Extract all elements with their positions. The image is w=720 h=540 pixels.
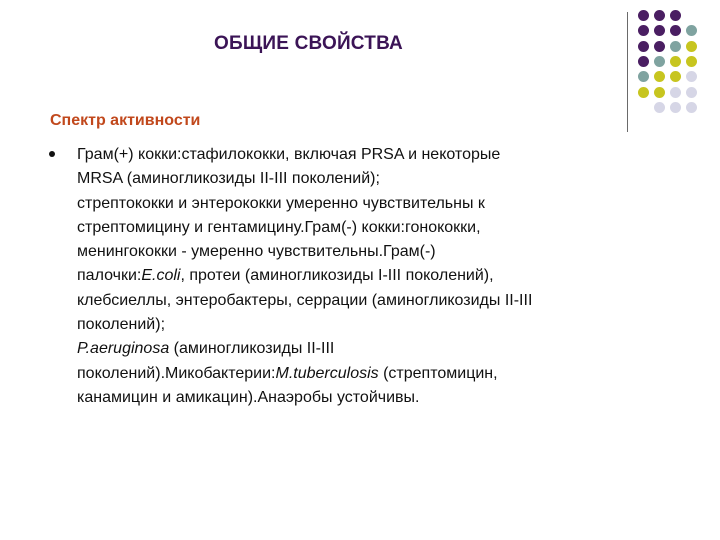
decorative-dot <box>654 102 665 113</box>
text-line <box>77 386 657 410</box>
text-line <box>77 337 657 361</box>
decorative-dot <box>686 102 697 113</box>
text-line <box>77 143 657 167</box>
decorative-dot <box>686 71 697 82</box>
text-line <box>77 167 657 191</box>
decorative-dot <box>670 25 681 36</box>
decorative-dot <box>638 56 649 67</box>
italic-term: P.aeruginosa <box>77 340 170 358</box>
text-segment: (стрептомицин, <box>378 364 498 382</box>
decorative-dot <box>638 71 649 82</box>
divider-line <box>627 12 628 132</box>
text-segment: стрептококки и энтерококки умеренно чувствительны к <box>77 194 485 212</box>
decorative-dot <box>654 25 665 36</box>
section-subtitle: Спектр активности <box>50 112 201 129</box>
page-title: ОБЩИЕ СВОЙСТВА <box>214 33 403 54</box>
decorative-dot <box>638 41 649 52</box>
bullet-icon <box>49 151 55 157</box>
italic-term: E.coli <box>141 267 181 285</box>
decorative-dot <box>654 10 665 21</box>
text-segment: клебсиеллы, энтеробактеры, серрации (аминогликозиды II-III <box>77 291 533 309</box>
text-segment: MRSA (аминогликозиды II-III поколений); <box>77 170 380 188</box>
decorative-dot <box>670 56 681 67</box>
decorative-dot <box>670 10 681 21</box>
text-segment: канамицин и амикацин).Анаэробы устойчивы. <box>77 388 420 406</box>
text-segment: стрептомицину и гентамицину.Грам(-) кокки:гонококки, <box>77 218 481 236</box>
decorative-dot <box>686 56 697 67</box>
text-segment: поколений); <box>77 316 166 334</box>
decorative-dot <box>670 87 681 98</box>
text-segment: поколений).Микобактерии: <box>77 364 276 382</box>
text-line <box>77 240 657 264</box>
decorative-dot <box>670 102 681 113</box>
decorative-dot <box>638 25 649 36</box>
decorative-dot <box>670 41 681 52</box>
text-line <box>77 289 657 313</box>
decorative-dot <box>654 56 665 67</box>
text-segment: палочки: <box>77 267 142 285</box>
italic-term: M.tuberculosis <box>275 364 379 382</box>
decorative-dot <box>638 10 649 21</box>
decorative-dot <box>670 71 681 82</box>
decorative-dot <box>686 87 697 98</box>
decorative-dot <box>638 87 649 98</box>
text-line <box>77 216 657 240</box>
text-segment: менингококки - умеренно чувствительны.Грам(-) <box>77 243 436 261</box>
text-line <box>77 313 657 337</box>
text-line <box>77 192 657 216</box>
decorative-dot <box>654 71 665 82</box>
decorative-dot <box>686 25 697 36</box>
bullet-paragraph <box>77 143 657 410</box>
text-line <box>77 264 657 288</box>
decorative-dot <box>654 41 665 52</box>
decorative-dot <box>654 87 665 98</box>
text-line <box>77 362 657 386</box>
decorative-dot-grid <box>638 10 708 120</box>
decorative-dot <box>686 41 697 52</box>
text-segment: (аминогликозиды II-III <box>169 340 335 358</box>
text-segment: Грам(+) кокки:стафилококки, включая PRSA и некоторые <box>77 146 501 163</box>
text-segment: , протеи (аминогликозиды I-III поколений), <box>180 267 494 285</box>
